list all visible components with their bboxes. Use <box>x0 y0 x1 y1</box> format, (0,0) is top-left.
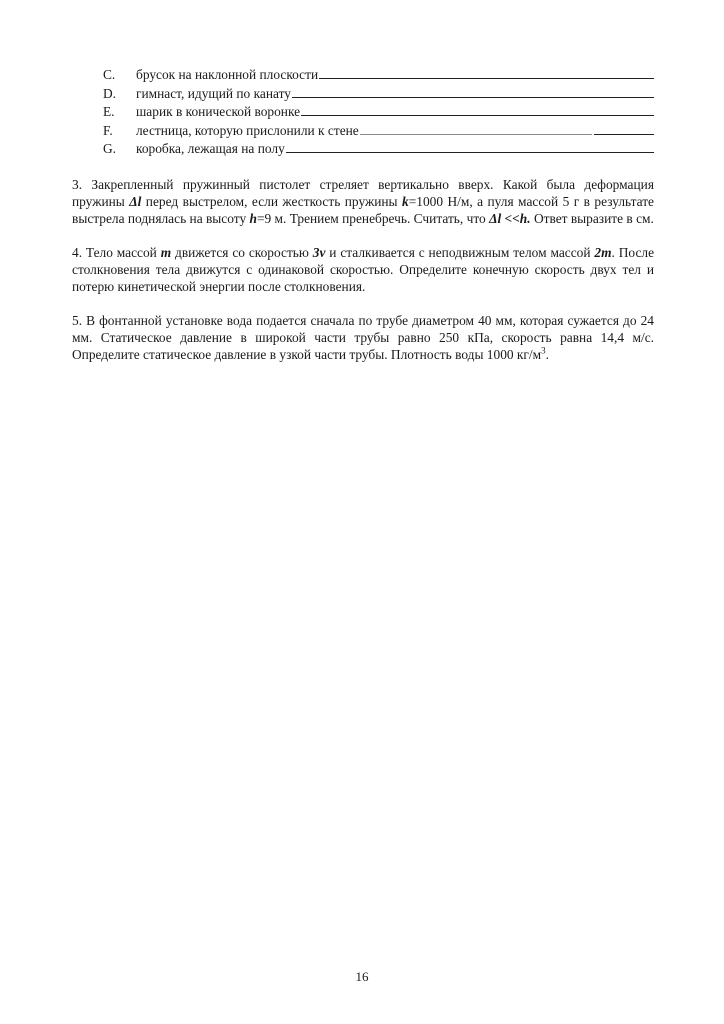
task-5 <box>72 312 654 363</box>
option-g <box>72 140 654 159</box>
formula-var: Δl <<h. <box>489 210 531 226</box>
text-run: =9 м. Трением пренебречь. Считать, что <box>256 210 490 226</box>
text-run: 5. В фонтанной установке вода подается сначала по трубе диаметром 40 мм, которая сужается до 24 мм. Статическое давление в широкой части трубы равно 250 кПа, скорость равна 14,4 м/с. Определите статическое давление в узкой части трубы. Плотность воды 1000 кг/м <box>72 312 654 362</box>
answer-line-segment <box>360 122 592 135</box>
task-5-text <box>72 312 654 363</box>
option-letter: G. <box>103 141 117 156</box>
task-3-text <box>72 176 654 227</box>
page-content <box>72 66 654 363</box>
text-run: =1000 Н/м, а пуля массой 5 г в результате выстрела поднялась на высоту <box>72 193 654 226</box>
option-letter: E. <box>103 104 115 119</box>
text-run: 3. Закрепленный пружинный пистолет стреляет вертикально вверх. Какой была деформация пружины <box>72 176 654 209</box>
answer-line <box>292 85 654 98</box>
option-letter: D. <box>103 85 117 101</box>
answer-line-segment <box>594 122 654 135</box>
answer-line <box>359 122 654 135</box>
option-text: гимнаст, идущий по канату <box>136 85 291 101</box>
text-run: движется со скоростью <box>171 244 313 260</box>
options-list <box>72 66 654 159</box>
formula-var: 2m <box>594 244 612 260</box>
page-number: 16 <box>355 969 369 984</box>
answer-line <box>286 140 654 153</box>
answer-line <box>301 103 654 116</box>
option-text: коробка, лежащая на полу <box>136 141 285 156</box>
option-text: брусок на наклонной плоскости <box>136 67 319 82</box>
formula-var: h <box>249 210 257 226</box>
option-text: лестница, которую прислонили к стене <box>136 122 359 138</box>
formula-var: 3v <box>312 244 326 260</box>
formula-var: m <box>160 244 172 260</box>
task-3 <box>72 176 654 227</box>
formula-var: Δl <box>129 193 142 209</box>
text-run: . После столкновения тела движутся с одинаковой скоростью. Определите конечную скорость двух тел и потерю кинетической энергии после столкновения. <box>72 244 655 294</box>
formula-var: k <box>402 193 409 209</box>
text-run: и сталкивается с неподвижным телом массой <box>325 244 595 260</box>
superscript: 3 <box>541 345 546 356</box>
task-4 <box>72 244 654 295</box>
text-run: перед выстрелом, если жесткость пружины <box>141 193 402 209</box>
text-run: 4. Тело массой <box>72 244 161 260</box>
option-e <box>72 103 654 122</box>
option-d <box>72 85 654 104</box>
text-run: . <box>545 346 549 362</box>
option-f <box>72 122 654 141</box>
option-c <box>72 66 654 85</box>
option-letter: F. <box>103 122 113 138</box>
option-text: шарик в конической воронке <box>136 104 301 119</box>
answer-line <box>319 66 654 79</box>
task-4-text <box>72 244 654 295</box>
option-letter: C. <box>103 67 116 82</box>
text-run: Ответ выразите в см. <box>530 210 654 226</box>
